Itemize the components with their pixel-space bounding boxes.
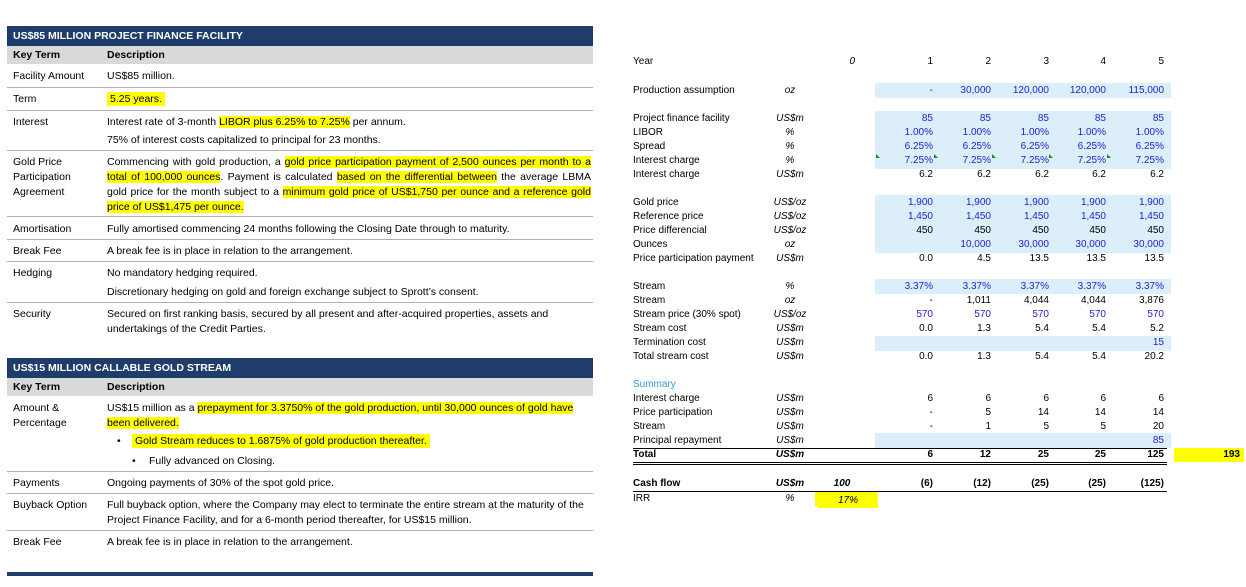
model-value: 115,000 bbox=[1128, 85, 1164, 96]
model-value: 1,900 bbox=[1138, 197, 1164, 208]
term-description bbox=[107, 401, 591, 431]
model-value: 5.2 bbox=[1150, 323, 1164, 334]
model-value: 1.00% bbox=[904, 127, 933, 138]
row-unit: US$m bbox=[776, 169, 804, 180]
model-value: 1,450 bbox=[1080, 211, 1106, 222]
model-value: 6.25% bbox=[1077, 141, 1106, 152]
row-unit: % bbox=[785, 155, 795, 166]
text: Fully advanced on Closing. bbox=[149, 455, 276, 467]
row-label: Total bbox=[633, 449, 657, 460]
model-value: 450 bbox=[1089, 225, 1106, 236]
term-description: Fully amortised commencing 24 months following the Closing Date through to maturity. bbox=[107, 223, 510, 235]
model-value: 7.25% bbox=[962, 155, 991, 166]
financial-model bbox=[600, 0, 1246, 587]
row-unit: US$m bbox=[776, 253, 804, 264]
term-label: Interest bbox=[13, 116, 49, 128]
row-label: Spread bbox=[633, 141, 666, 152]
model-value: 5.4 bbox=[1035, 351, 1049, 362]
model-value: - bbox=[929, 421, 933, 432]
row-label: Project finance facility bbox=[633, 113, 730, 124]
model-value: 1,450 bbox=[1023, 211, 1049, 222]
comment-marker-icon bbox=[876, 154, 880, 158]
year-header: 2 bbox=[985, 56, 991, 67]
model-value: 1,900 bbox=[1023, 197, 1049, 208]
row-label: Price participation payment bbox=[633, 253, 754, 264]
model-value: 85 bbox=[979, 113, 991, 124]
total-top-border bbox=[633, 448, 1167, 449]
model-value: - bbox=[929, 295, 933, 306]
row-unit: oz bbox=[784, 295, 796, 306]
model-value: 570 bbox=[1032, 309, 1049, 320]
term-label: Term bbox=[13, 93, 37, 105]
row-unit: US$m bbox=[776, 113, 804, 124]
model-value: 1 bbox=[985, 421, 991, 432]
model-value: 4,044 bbox=[1023, 295, 1049, 306]
model-value: 1.00% bbox=[1077, 127, 1106, 138]
model-value: 4.5 bbox=[977, 253, 991, 264]
bullet-item bbox=[132, 454, 633, 469]
year-label: Year bbox=[633, 56, 654, 67]
comment-marker-icon bbox=[1107, 154, 1111, 158]
term-description: US$85 million. bbox=[107, 70, 175, 82]
model-value: 6.2 bbox=[1035, 169, 1049, 180]
model-value: 7.25% bbox=[1077, 155, 1106, 166]
model-value: 1,900 bbox=[965, 197, 991, 208]
model-value: 20 bbox=[1152, 421, 1164, 432]
model-value: 3.37% bbox=[904, 281, 933, 292]
model-value: 120,000 bbox=[1069, 85, 1106, 96]
row-label: Principal repayment bbox=[633, 435, 722, 446]
highlight: Gold Stream reduces to 1.6875% of gold production thereafter. bbox=[132, 434, 430, 448]
row-label: Interest charge bbox=[633, 169, 700, 180]
bullet-item bbox=[117, 434, 616, 449]
model-value: 5.4 bbox=[1035, 323, 1049, 334]
term-sheet bbox=[0, 0, 600, 587]
comment-marker-icon bbox=[934, 154, 938, 158]
year-header: 1 bbox=[927, 56, 933, 67]
model-value: (6) bbox=[920, 478, 933, 489]
model-value: 570 bbox=[1147, 309, 1164, 320]
model-value: 100 bbox=[833, 478, 851, 489]
text: the average LBMA gold price for the month subject to a bbox=[107, 171, 591, 198]
row-unit: US$m bbox=[776, 393, 804, 404]
model-value: 3.37% bbox=[1020, 281, 1049, 292]
model-value: 85 bbox=[1037, 113, 1049, 124]
term-description bbox=[107, 92, 591, 107]
highlight: gold price participation payment of 2,500 ounces per month to a total of 100,000 ounces bbox=[107, 156, 591, 183]
term-description: Ongoing payments of 30% of the spot gold price. bbox=[107, 477, 335, 489]
row-unit: US$/oz bbox=[773, 211, 807, 222]
divider bbox=[7, 110, 593, 111]
model-value: 7.25% bbox=[1135, 155, 1164, 166]
row-label: Summary bbox=[633, 379, 676, 390]
row-label: Stream cost bbox=[633, 323, 687, 334]
row-label: Stream price (30% spot) bbox=[633, 309, 741, 320]
model-value: 3.37% bbox=[1135, 281, 1164, 292]
term-label: Hedging bbox=[13, 267, 53, 279]
row-unit: US$m bbox=[776, 337, 804, 348]
model-value: 30,000 bbox=[960, 85, 991, 96]
model-value: 6 bbox=[985, 393, 991, 404]
year-header: 5 bbox=[1158, 56, 1164, 67]
row-label: IRR bbox=[633, 493, 651, 504]
model-value: 5.4 bbox=[1092, 351, 1106, 362]
model-value: 13.5 bbox=[1086, 253, 1106, 264]
highlight: minimum gold price of US$1,750 per ounce and a reference gold price of US$1,475 per ounce. bbox=[107, 186, 591, 213]
model-value: 30,000 bbox=[1075, 239, 1106, 250]
model-value: 4,044 bbox=[1080, 295, 1106, 306]
model-value: 14 bbox=[1152, 407, 1164, 418]
model-value: 1,450 bbox=[907, 211, 933, 222]
model-value: 6 bbox=[1158, 393, 1164, 404]
divider bbox=[7, 261, 593, 262]
model-value: 1,011 bbox=[966, 295, 991, 306]
model-value: 85 bbox=[921, 113, 933, 124]
term-label: Break Fee bbox=[13, 245, 62, 257]
model-value: 125 bbox=[1147, 449, 1164, 460]
row-unit: oz bbox=[784, 85, 796, 96]
row-unit: US$m bbox=[776, 407, 804, 418]
model-value: 1,900 bbox=[907, 197, 933, 208]
comment-marker-icon bbox=[1049, 154, 1053, 158]
total-bottom-border bbox=[633, 462, 1167, 463]
model-value: 0.0 bbox=[919, 351, 933, 362]
term-label: Amount & Percentage bbox=[13, 402, 67, 429]
model-value: 6.25% bbox=[962, 141, 991, 152]
row-label: Stream bbox=[633, 281, 666, 292]
model-value: 25 bbox=[1094, 449, 1106, 460]
model-value: 1.3 bbox=[977, 351, 991, 362]
model-value: 3.37% bbox=[962, 281, 991, 292]
model-value: 15 bbox=[1152, 337, 1164, 348]
model-value: 6 bbox=[927, 393, 933, 404]
row-label: Stream bbox=[633, 295, 666, 306]
description-header: Description bbox=[107, 381, 165, 393]
term-description bbox=[107, 155, 591, 215]
term-description: Discretionary hedging on gold and foreign exchange subject to Sprott’s consent. bbox=[107, 286, 479, 298]
row-label: Reference price bbox=[633, 211, 704, 222]
row-label: Price participation bbox=[633, 407, 713, 418]
term-label: Buyback Option bbox=[13, 499, 88, 511]
model-value: 6 bbox=[927, 449, 933, 460]
model-value: 5.4 bbox=[1092, 323, 1106, 334]
model-value: 17% bbox=[818, 494, 878, 508]
model-value: 0.0 bbox=[919, 253, 933, 264]
row-unit: US$/oz bbox=[773, 309, 807, 320]
model-value: 450 bbox=[916, 225, 933, 236]
row-unit: % bbox=[785, 127, 795, 138]
divider bbox=[7, 239, 593, 240]
model-value: 6.25% bbox=[1020, 141, 1049, 152]
model-value: (125) bbox=[1140, 478, 1164, 489]
section-bar bbox=[7, 572, 593, 576]
term-label: Payments bbox=[13, 477, 60, 489]
model-value: 25 bbox=[1037, 449, 1049, 460]
highlight: prepayment for 3.3750% of the gold production, until 30,000 ounces of gold have been delivered. bbox=[107, 402, 574, 429]
year-header: 0 bbox=[849, 56, 855, 67]
highlight: 5.25 years. bbox=[107, 92, 165, 106]
model-value: (12) bbox=[973, 478, 991, 489]
row-label: Interest charge bbox=[633, 155, 700, 166]
model-value: 13.5 bbox=[1029, 253, 1049, 264]
divider bbox=[7, 530, 593, 531]
model-value: 14 bbox=[1094, 407, 1106, 418]
model-value: (25) bbox=[1031, 478, 1049, 489]
row-label: Price differencial bbox=[633, 225, 707, 236]
model-value: (25) bbox=[1088, 478, 1106, 489]
model-value: 6 bbox=[1100, 393, 1106, 404]
model-value: 5 bbox=[1100, 421, 1106, 432]
model-value: 6.2 bbox=[1150, 169, 1164, 180]
row-unit: US$m bbox=[775, 449, 805, 460]
model-value: 6.2 bbox=[1092, 169, 1106, 180]
row-unit: US$m bbox=[776, 351, 804, 362]
model-value: 6.25% bbox=[904, 141, 933, 152]
term-description: 75% of interest costs capitalized to principal for 23 months. bbox=[107, 134, 381, 146]
term-label: Facility Amount bbox=[13, 70, 85, 82]
text: Commencing with gold production, a bbox=[107, 156, 285, 168]
model-value: 3.37% bbox=[1077, 281, 1106, 292]
model-value: 85 bbox=[1152, 113, 1164, 124]
row-unit: % bbox=[785, 141, 795, 152]
model-value: 3,876 bbox=[1138, 295, 1164, 306]
model-value: 13.5 bbox=[1144, 253, 1164, 264]
divider bbox=[7, 302, 593, 303]
facility-column-header bbox=[7, 46, 593, 64]
model-value: 0.0 bbox=[919, 323, 933, 334]
row-unit: US$m bbox=[776, 435, 804, 446]
model-value: 450 bbox=[1147, 225, 1164, 236]
year-header: 4 bbox=[1100, 56, 1106, 67]
bullet-icon: • bbox=[117, 435, 121, 447]
model-value: 5 bbox=[985, 407, 991, 418]
term-description: A break fee is in place in relation to the arrangement. bbox=[107, 245, 353, 257]
model-value: 6.25% bbox=[1135, 141, 1164, 152]
model-value: 1,900 bbox=[1080, 197, 1106, 208]
model-value: 7.25% bbox=[904, 155, 933, 166]
model-value: 1.00% bbox=[1020, 127, 1049, 138]
term-description bbox=[107, 115, 591, 130]
model-value: 120,000 bbox=[1012, 85, 1049, 96]
total-extra-value: 193 bbox=[1174, 448, 1244, 462]
row-label: Total stream cost bbox=[633, 351, 709, 362]
term-description: Full buyback option, where the Company may elect to terminate the entire stream at the maturity of the Project Finance Facility, and for a 6-month period thereafter, for US$15 million. bbox=[107, 499, 584, 526]
model-value: 5 bbox=[1043, 421, 1049, 432]
term-label: Security bbox=[13, 308, 51, 320]
row-unit: % bbox=[785, 281, 795, 292]
row-unit: % bbox=[785, 493, 795, 504]
stream-section-title: US$15 MILLION CALLABLE GOLD STREAM bbox=[7, 358, 593, 378]
model-value: 1,450 bbox=[1138, 211, 1164, 222]
model-value: 30,000 bbox=[1018, 239, 1049, 250]
text: . Payment is calculated bbox=[220, 171, 337, 183]
bullet-icon: • bbox=[132, 455, 136, 467]
cashflow-border bbox=[633, 491, 1167, 492]
text: Interest rate of 3-month bbox=[107, 116, 220, 128]
model-value: 85 bbox=[1152, 435, 1164, 446]
divider bbox=[7, 493, 593, 494]
term-description: No mandatory hedging required. bbox=[107, 267, 258, 279]
term-description: A break fee is in place in relation to the arrangement. bbox=[107, 536, 353, 548]
row-unit: US$m bbox=[776, 421, 804, 432]
model-value: 1.00% bbox=[1135, 127, 1164, 138]
model-value: - bbox=[929, 407, 933, 418]
comment-marker-icon bbox=[992, 154, 996, 158]
total-bottom-border bbox=[633, 464, 1167, 465]
row-unit: US$m bbox=[776, 323, 804, 334]
model-value: 6.2 bbox=[919, 169, 933, 180]
row-unit: oz bbox=[784, 239, 796, 250]
row-label: Cash flow bbox=[633, 478, 681, 489]
key-term-header: Key Term bbox=[13, 381, 61, 393]
highlight: based on the differential between bbox=[336, 171, 497, 183]
text: per annum. bbox=[349, 116, 406, 128]
description-header: Description bbox=[107, 49, 165, 61]
row-label: Interest charge bbox=[633, 393, 700, 404]
model-value: 12 bbox=[979, 449, 991, 460]
model-value: 570 bbox=[1089, 309, 1106, 320]
divider bbox=[7, 150, 593, 151]
model-value: 7.25% bbox=[1020, 155, 1049, 166]
divider bbox=[7, 216, 593, 217]
row-label: Ounces bbox=[633, 239, 668, 250]
model-value: 20.2 bbox=[1144, 351, 1164, 362]
model-value: 570 bbox=[974, 309, 991, 320]
model-value: 450 bbox=[1032, 225, 1049, 236]
model-value: - bbox=[929, 85, 933, 96]
text: US$15 million as a bbox=[107, 402, 198, 414]
model-value: 30,000 bbox=[1133, 239, 1164, 250]
model-value: 450 bbox=[974, 225, 991, 236]
facility-section-title: US$85 MILLION PROJECT FINANCE FACILITY bbox=[7, 26, 593, 46]
model-value: 10,000 bbox=[960, 239, 991, 250]
row-label: Gold price bbox=[633, 197, 679, 208]
model-value: 6.2 bbox=[977, 169, 991, 180]
model-value: 6 bbox=[1043, 393, 1049, 404]
highlight: LIBOR plus 6.25% to 7.25% bbox=[219, 116, 350, 128]
term-label: Break Fee bbox=[13, 536, 62, 548]
year-header: 3 bbox=[1043, 56, 1049, 67]
row-label: Termination cost bbox=[633, 337, 706, 348]
term-description: Secured on first ranking basis, secured by all present and after-acquired properties, assets and undertakings of the Credit Parties. bbox=[107, 308, 549, 335]
row-unit: US$m bbox=[775, 478, 805, 489]
key-term-header: Key Term bbox=[13, 49, 61, 61]
stream-column-header bbox=[7, 378, 593, 396]
model-value: 85 bbox=[1094, 113, 1106, 124]
model-value: 570 bbox=[916, 309, 933, 320]
model-value: 1.3 bbox=[977, 323, 991, 334]
row-unit: US$/oz bbox=[773, 197, 807, 208]
term-label: Amortisation bbox=[13, 223, 72, 235]
row-label: Stream bbox=[633, 421, 666, 432]
model-value: 1.00% bbox=[962, 127, 991, 138]
row-unit: US$/oz bbox=[773, 225, 807, 236]
term-label: Gold Price Participation Agreement bbox=[13, 156, 71, 198]
row-label: LIBOR bbox=[633, 127, 664, 138]
row-label: Production assumption bbox=[633, 85, 735, 96]
divider bbox=[7, 87, 593, 88]
divider bbox=[7, 471, 593, 472]
model-value: 1,450 bbox=[965, 211, 991, 222]
model-value: 14 bbox=[1037, 407, 1049, 418]
